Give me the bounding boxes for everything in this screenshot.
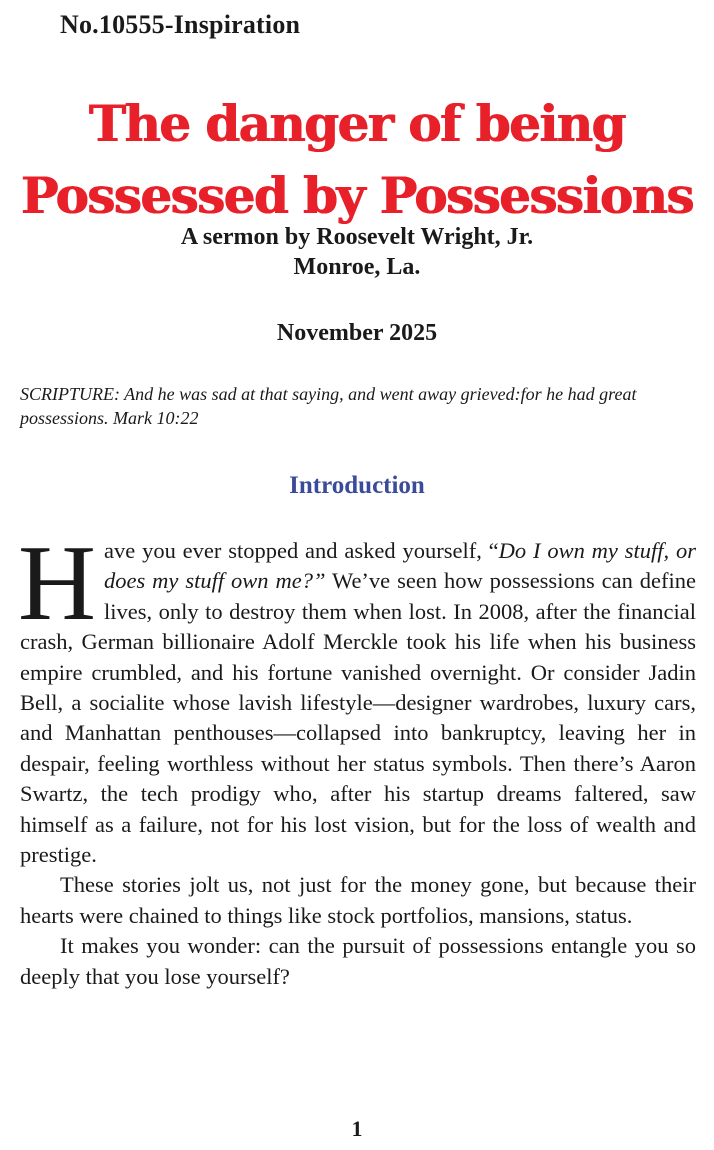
paragraph-3: It makes you wonder: can the pursuit of possessions entangle you so deeply that you lose yourself? [20,933,696,989]
paragraph-2: These stories jolt us, not just for the money gone, but because their hearts were chained to things like stock portfolios, mansions, status. [20,872,696,928]
author: A sermon by Roosevelt Wright, Jr. [180,224,534,250]
paragraph-1-quote: Do I own my stuff, or does my stuff own me?” [104,538,696,594]
paragraph-1 [18,524,697,870]
document-number: No.10555-Inspiration [60,10,301,39]
page-number: 1 [351,1116,363,1141]
location: Monroe, La. [293,254,421,280]
title-line-2: Possessed by Possessions [20,166,694,225]
section-heading: Introduction [289,472,425,499]
sermon-title [0,88,714,232]
byline [0,222,714,282]
title-line-1: The danger of being [89,94,625,153]
scripture-reference: SCRIPTURE: And he was sad at that saying, and went away grieved:for he had great possessions. Mark 10:22 [20,384,637,428]
paragraph-1-lead: ave you ever stopped and asked yourself, “ [104,538,499,563]
paragraph-1-rest: We’ve seen how possessions can define lives, only to destroy them when lost. In 2008, after the financial crash, German billionaire Adolf Merckle took his life when his business empire crumbled, and his fortune vanished overnight. Or consider Jadin Bell, a socialite whose lavish lifestyle—designer wardrobes, luxury cars, and Manhattan penthouses—collapsed into bankruptcy, leaving her in despair, feeling worthless without her status symbols. Then there’s Aaron Swartz, the tech prodigy who, after his startup dreams faltered, saw himself as a failure, not for his lost vision, but for the loss of wealth and prestige. [20,568,697,868]
body-text [18,524,697,992]
sermon-date: November 2025 [276,320,438,346]
drop-cap: H [18,524,96,643]
